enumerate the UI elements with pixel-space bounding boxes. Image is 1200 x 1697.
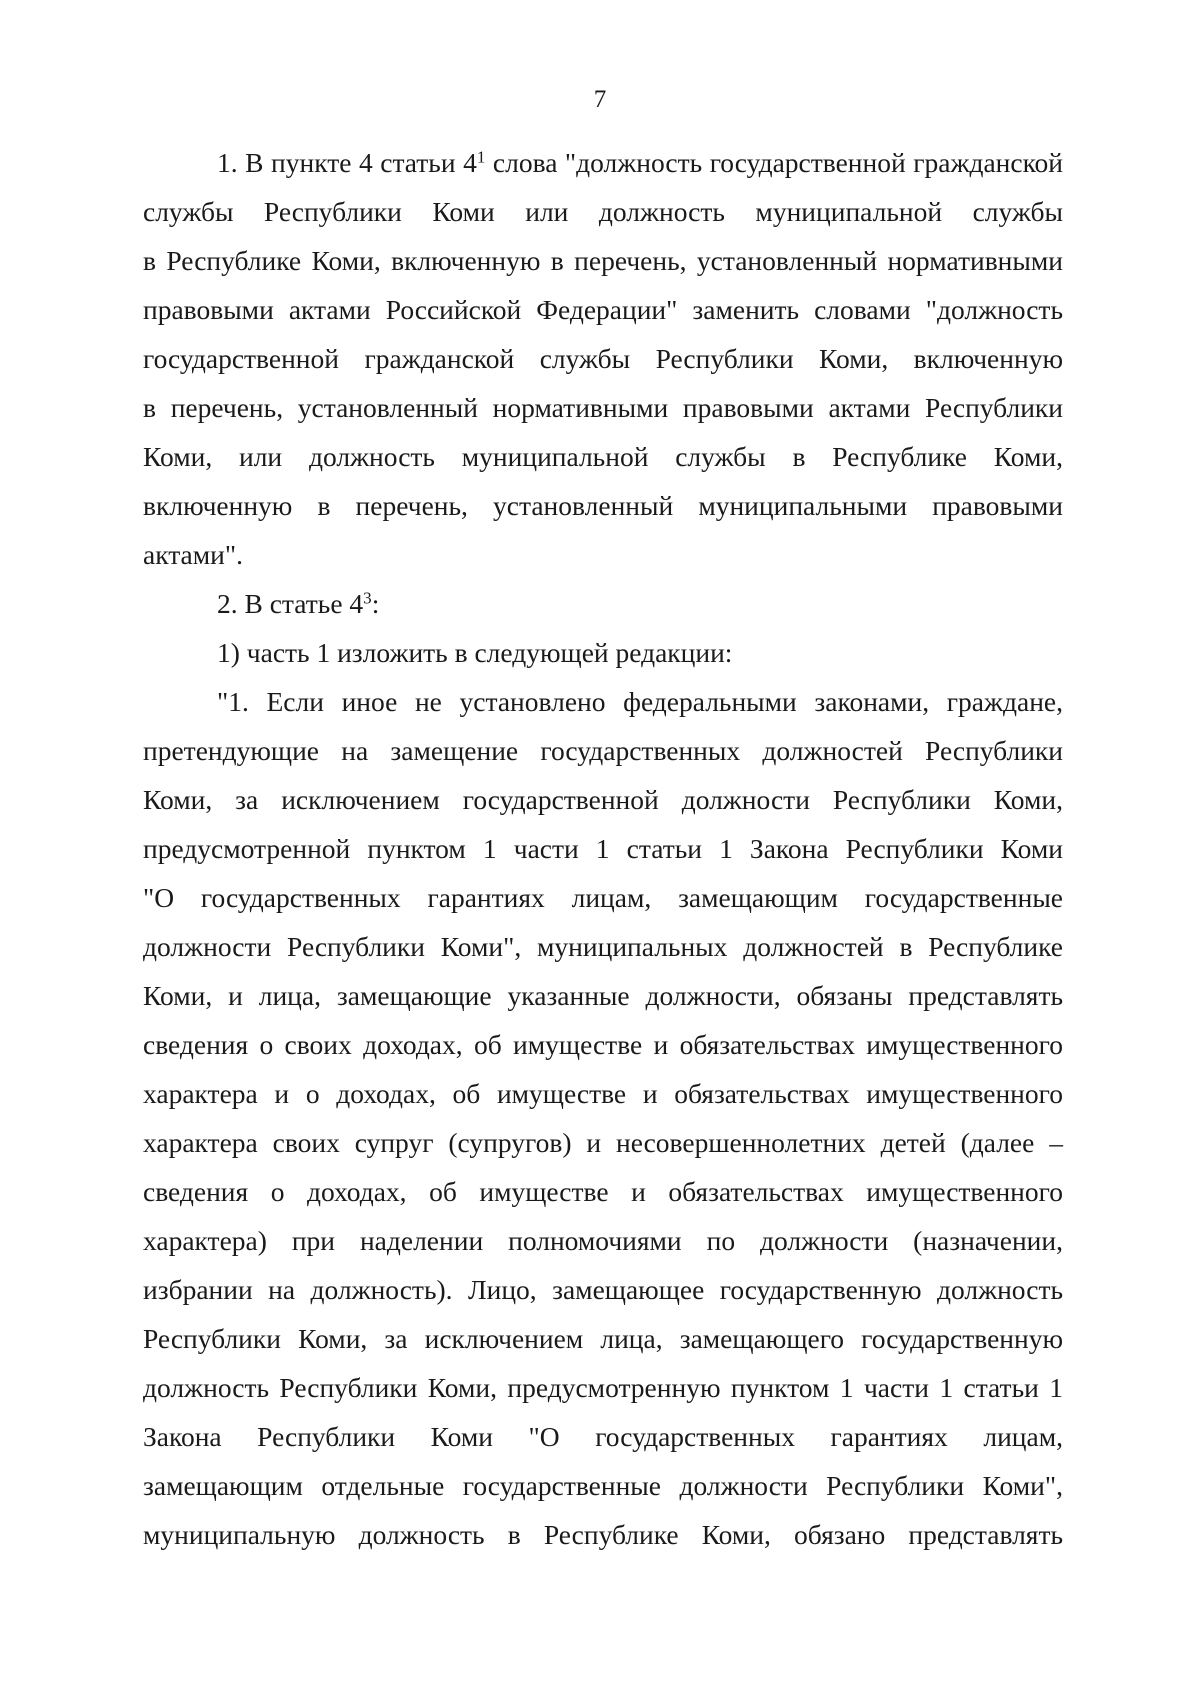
- text-run: характера) при наделении полномочиями по должности (назначении,: [143, 1225, 1063, 1256]
- text-line: [143, 481, 1063, 530]
- text-line: [143, 1363, 1063, 1412]
- text-line: [143, 1510, 1063, 1559]
- text-line: [143, 138, 1063, 187]
- text-line: [143, 1020, 1063, 1069]
- text-run: замещающим отдельные государственные должности Республики Коми",: [143, 1470, 1063, 1501]
- text-run: избрании на должность). Лицо, замещающее государственную должность: [143, 1274, 1063, 1305]
- text-run: Коми, или должность муниципальной службы в Республике Коми,: [143, 441, 1063, 472]
- text-run: сведения о доходах, об имуществе и обязательствах имущественного: [143, 1176, 1063, 1207]
- text-line: [143, 1461, 1063, 1510]
- text-line: [143, 285, 1063, 334]
- text-run: должности Республики Коми", муниципальных должностей в Республике: [143, 931, 1063, 962]
- text-run: в перечень, установленный нормативными правовыми актами Республики: [143, 392, 1063, 423]
- text-run: актами".: [143, 539, 243, 570]
- text-line: [143, 824, 1063, 873]
- text-line: [143, 1118, 1063, 1167]
- text-run: претендующие на замещение государственных должностей Республики: [143, 735, 1063, 766]
- text-run: сведения о своих доходах, об имуществе и обязательствах имущественного: [143, 1029, 1063, 1060]
- document-body: [143, 138, 1063, 1559]
- text-run: в Республике Коми, включенную в перечень, установленный нормативными: [143, 245, 1063, 276]
- page-number: 7: [593, 86, 607, 113]
- text-run: правовыми актами Российской Федерации" заменить словами "должность: [143, 294, 1063, 325]
- text-line: [143, 628, 1063, 677]
- text-run: муниципальную должность в Республике Коми, обязано представлять: [143, 1519, 1063, 1550]
- text-run: государственной гражданской службы Республики Коми, включенную: [143, 343, 1063, 374]
- text-line: [143, 1265, 1063, 1314]
- text-line: [143, 873, 1063, 922]
- text-line: [143, 726, 1063, 775]
- text-line: [143, 432, 1063, 481]
- text-run: Коми, и лица, замещающие указанные должности, обязаны представлять: [143, 980, 1063, 1011]
- text-run: должность Республики Коми, предусмотренную пунктом 1 части 1 статьи 1: [143, 1372, 1063, 1403]
- text-run: 1. В пункте 4 статьи 4: [217, 147, 477, 178]
- text-line: [143, 1216, 1063, 1265]
- text-run: включенную в перечень, установленный муниципальными правовыми: [143, 490, 1063, 521]
- text-line: [143, 1412, 1063, 1461]
- text-run: 1) часть 1 изложить в следующей редакции:: [217, 637, 733, 668]
- text-run: предусмотренной пунктом 1 части 1 статьи 1 Закона Республики Коми: [143, 833, 1063, 864]
- text-line: [143, 383, 1063, 432]
- text-run: :: [371, 588, 380, 619]
- text-line: [143, 1167, 1063, 1216]
- text-line: [143, 334, 1063, 383]
- text-run: характера своих супруг (супругов) и несовершеннолетних детей (далее –: [143, 1127, 1063, 1158]
- text-run: "О государственных гарантиях лицам, замещающим государственные: [143, 882, 1063, 913]
- text-run: Закона Республики Коми "О государственных гарантиях лицам,: [143, 1421, 1063, 1452]
- text-line: [143, 1314, 1063, 1363]
- text-line: [143, 971, 1063, 1020]
- text-line: [143, 187, 1063, 236]
- text-line: [143, 236, 1063, 285]
- superscript: 1: [476, 147, 486, 167]
- superscript: 3: [363, 588, 372, 608]
- text-line: [143, 579, 1063, 628]
- text-run: Республики Коми, за исключением лица, замещающего государственную: [143, 1323, 1063, 1354]
- text-line: [143, 1069, 1063, 1118]
- text-run: Коми, за исключением государственной должности Республики Коми,: [143, 784, 1063, 815]
- text-run: службы Республики Коми или должность муниципальной службы: [143, 196, 1063, 227]
- text-run: характера и о доходах, об имуществе и обязательствах имущественного: [143, 1078, 1063, 1109]
- text-line: [143, 775, 1063, 824]
- text-run: слова "должность государственной гражданской: [485, 147, 1063, 178]
- text-line: [143, 530, 1063, 579]
- text-run: "1. Если иное не установлено федеральными законами, граждане,: [217, 686, 1063, 717]
- text-line: [143, 922, 1063, 971]
- text-line: [143, 677, 1063, 726]
- text-run: 2. В статье 4: [217, 588, 364, 619]
